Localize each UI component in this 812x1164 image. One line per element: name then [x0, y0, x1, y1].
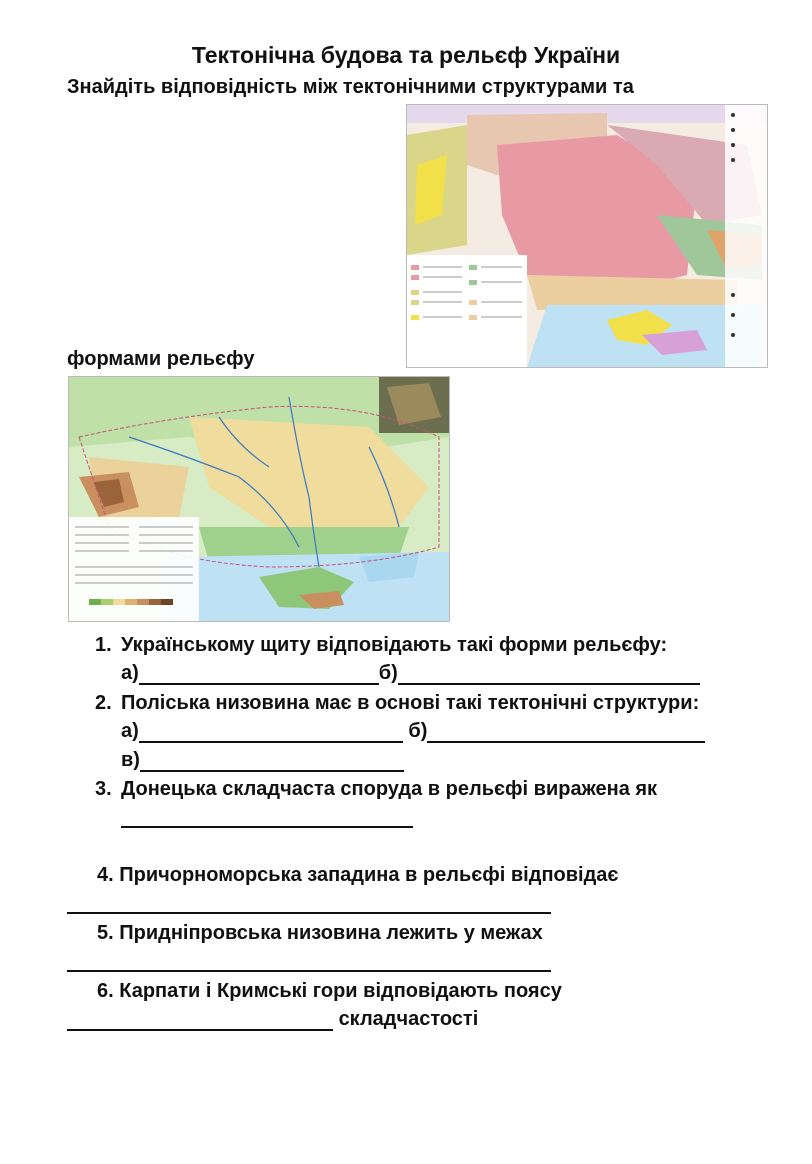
marker-v: в) [121, 749, 140, 771]
answer-1b-line[interactable] [398, 665, 700, 685]
question-1-answer-row [121, 662, 700, 685]
question-6-text: Карпати і Кримські гори відповідають поясу [119, 980, 562, 1002]
question-2-text: Поліська низовина має в основі такі тектонічні структури: [121, 692, 700, 714]
answer-1a-line[interactable] [139, 665, 379, 685]
answer-2v-line[interactable] [140, 752, 404, 772]
question-3-text: Донецька складчаста споруда в рельєфі виражена як [121, 778, 658, 800]
marker-b: б) [378, 662, 398, 684]
question-1-text: Українському щиту відповідають такі форми рельєфу: [121, 634, 668, 656]
question-6-suffix: складчастості [338, 1008, 479, 1030]
physical-map-graphic [69, 377, 449, 621]
page-title: Тектонічна будова та рельєф України [191, 42, 621, 68]
answer-2a-line[interactable] [139, 723, 403, 743]
answer-6-line[interactable] [67, 1011, 333, 1031]
question-1 [95, 634, 667, 657]
question-3-number: 3. [95, 778, 112, 800]
answer-3-line[interactable] [121, 808, 413, 828]
question-4-text: Причорноморська западина в рельєфі відповідає [119, 864, 619, 886]
intro-text-continued: формами рельєфу [67, 348, 255, 370]
question-2-answer-row-1 [121, 720, 705, 743]
question-3 [95, 778, 657, 801]
intro-text: Знайдіть відповідність між тектонічними структурами та [67, 76, 634, 98]
question-5 [97, 922, 543, 945]
answer-5-line[interactable] [67, 952, 551, 972]
question-4-number: 4. [97, 864, 114, 886]
tectonic-map-graphic [407, 105, 767, 367]
marker-a: а) [121, 720, 139, 742]
marker-b: б) [408, 720, 428, 742]
question-6 [97, 980, 562, 1003]
question-1-number: 1. [95, 634, 112, 656]
question-6-number: 6. [97, 980, 114, 1002]
question-4 [97, 864, 618, 887]
physical-map [68, 376, 450, 622]
question-2-number: 2. [95, 692, 112, 714]
answer-4-line[interactable] [67, 894, 551, 914]
question-6-answer-row [67, 1008, 478, 1031]
question-2 [95, 692, 699, 715]
question-2-answer-row-2 [121, 749, 404, 772]
tectonic-map [406, 104, 768, 368]
answer-2b-line[interactable] [427, 723, 705, 743]
question-5-text: Придніпровська низовина лежить у межах [119, 922, 543, 944]
question-5-number: 5. [97, 922, 114, 944]
marker-a: а) [121, 662, 139, 684]
